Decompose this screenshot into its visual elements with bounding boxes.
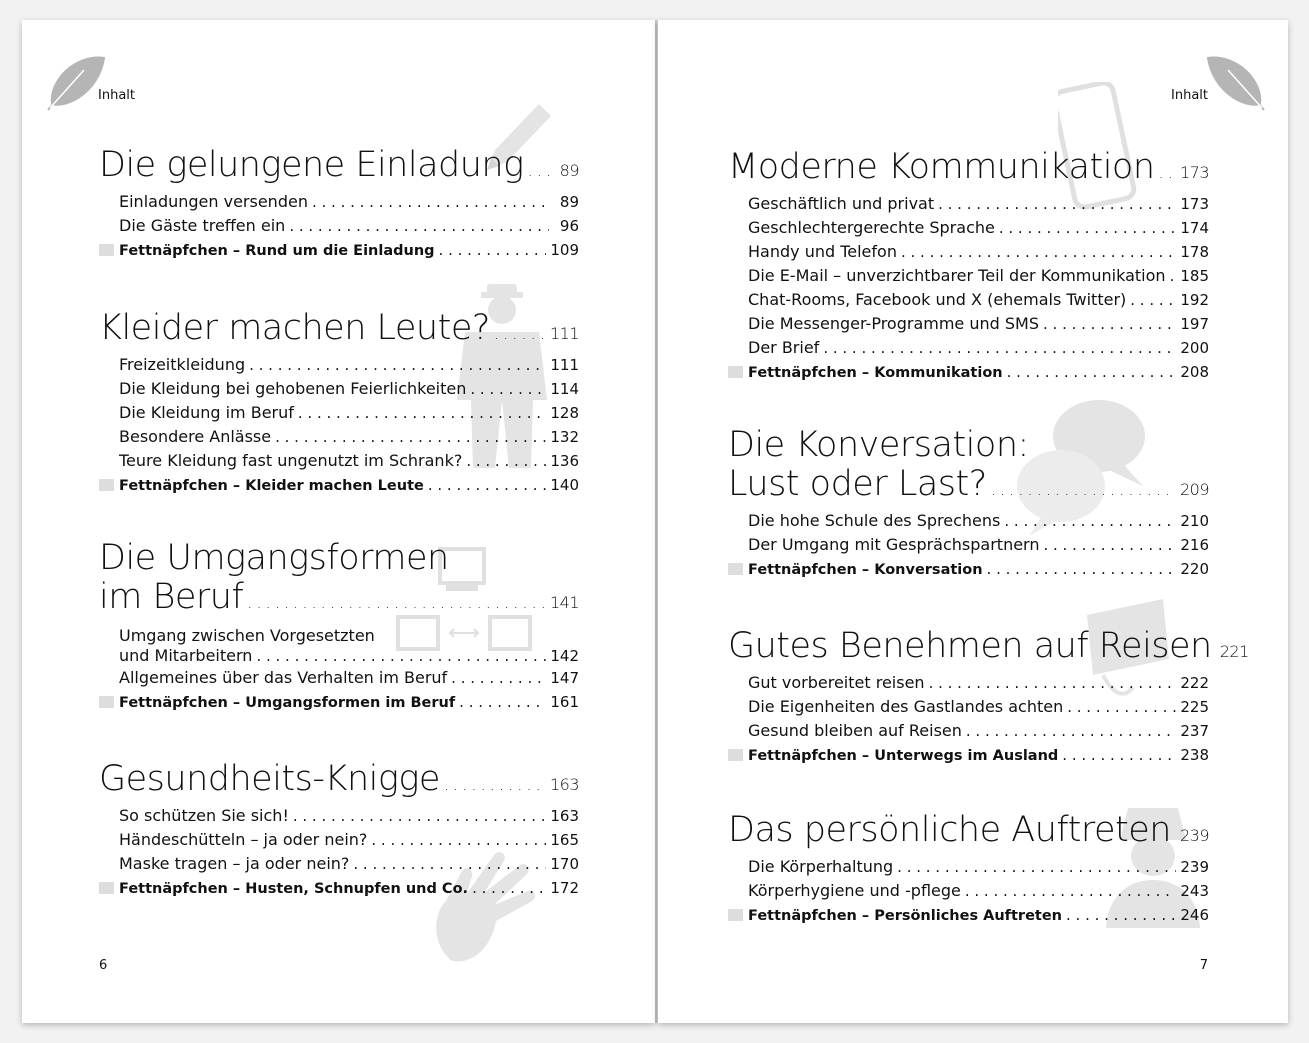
leader-dots bbox=[965, 880, 1177, 903]
entry-page: 114 bbox=[550, 380, 579, 398]
toc-entry[interactable] bbox=[99, 401, 579, 425]
page-number: 6 bbox=[99, 958, 108, 973]
entry-page: 197 bbox=[1180, 315, 1209, 333]
entry-title: So schützen Sie sich! bbox=[119, 806, 289, 825]
entry-page: 96 bbox=[559, 217, 579, 235]
trap-title: Fettnäpfchen – Kleider machen Leute bbox=[119, 478, 424, 494]
trap-page: 220 bbox=[1180, 560, 1209, 578]
trap-page: 208 bbox=[1180, 363, 1209, 381]
entry-title: Gesund bleiben auf Reisen bbox=[748, 721, 962, 740]
entry-page: 174 bbox=[1180, 219, 1209, 237]
leader-dots bbox=[1175, 816, 1176, 855]
entry-title: Freizeitkleidung bbox=[119, 355, 246, 374]
entry-title-line2: und Mitarbeitern bbox=[119, 646, 253, 665]
entry-title: Maske tragen – ja oder nein? bbox=[119, 854, 350, 873]
trap-page: 246 bbox=[1180, 906, 1209, 924]
toc-section bbox=[99, 146, 579, 263]
leader-dots bbox=[289, 215, 549, 238]
chapter-entry[interactable] bbox=[99, 309, 579, 353]
leader-dots bbox=[999, 217, 1177, 240]
leader-dots bbox=[1170, 265, 1177, 288]
entry-title: Die Eigenheiten des Gastlandes achten bbox=[748, 697, 1064, 716]
entry-page: 200 bbox=[1180, 339, 1209, 357]
leader-dots bbox=[1130, 289, 1176, 312]
toc-section bbox=[728, 626, 1249, 768]
toc-section bbox=[99, 539, 579, 715]
toc-entry[interactable] bbox=[99, 425, 579, 449]
entry-page: 216 bbox=[1180, 536, 1209, 554]
entry-title: Die Körperhaltung bbox=[748, 857, 894, 876]
trap-page: 109 bbox=[550, 241, 579, 259]
toc-entry[interactable] bbox=[99, 646, 579, 666]
entry-page: 163 bbox=[550, 807, 579, 825]
chapter-entry[interactable] bbox=[728, 811, 1209, 855]
leader-dots bbox=[823, 337, 1176, 360]
entry-title: Gut vorbereitet reisen bbox=[748, 673, 925, 692]
toc-entry[interactable] bbox=[728, 312, 1209, 336]
leader-dots bbox=[439, 238, 547, 262]
entry-page: 173 bbox=[1180, 195, 1209, 213]
entry-page: 147 bbox=[550, 669, 579, 687]
toc-entry[interactable] bbox=[99, 828, 579, 852]
leader-dots bbox=[1004, 510, 1176, 533]
toc-entry[interactable] bbox=[99, 449, 579, 473]
entry-title: Die Messenger-Programme und SMS bbox=[748, 314, 1039, 333]
leader-dots bbox=[249, 354, 546, 377]
entry-page: 178 bbox=[1180, 243, 1209, 261]
fettnaepfchen-entry[interactable] bbox=[99, 238, 579, 263]
toc-section bbox=[728, 811, 1209, 928]
leader-dots bbox=[1159, 153, 1176, 192]
chapter-entry[interactable] bbox=[728, 148, 1209, 192]
toc-entry-line1[interactable]: Umgang zwischen Vorgesetzten bbox=[119, 626, 375, 645]
chapter-entry[interactable] bbox=[99, 578, 579, 622]
entry-page: 170 bbox=[550, 855, 579, 873]
trap-title: Fettnäpfchen – Kommunikation bbox=[748, 365, 1003, 381]
toc-entry[interactable] bbox=[728, 719, 1209, 743]
fettnaepfchen-entry[interactable] bbox=[728, 557, 1209, 582]
trap-page: 161 bbox=[550, 693, 579, 711]
entry-title: Geschäftlich und privat bbox=[748, 194, 935, 213]
entry-page: 111 bbox=[550, 356, 579, 374]
entry-title: Die hohe Schule des Sprechens bbox=[748, 511, 1001, 530]
entry-page: 210 bbox=[1180, 512, 1209, 530]
chapter-page: 173 bbox=[1179, 163, 1209, 182]
entry-title: Die Kleidung bei gehobenen Feierlichkeiten bbox=[119, 379, 467, 398]
entry-page: 165 bbox=[550, 831, 579, 849]
entry-title: Körperhygiene und -pflege bbox=[748, 881, 961, 900]
entry-title: Händeschütteln – ja oder nein? bbox=[119, 830, 368, 849]
chapter-title: Gutes Benehmen auf Reisen bbox=[728, 626, 1212, 666]
leader-dots bbox=[1066, 903, 1176, 927]
chapter-title: Das persönliche Auftreten bbox=[728, 810, 1171, 850]
chapter-title-line1[interactable]: Die Umgangsformen bbox=[99, 538, 449, 578]
toc-entry[interactable] bbox=[99, 214, 579, 238]
page-header: Inhalt bbox=[98, 88, 135, 103]
chapter-entry[interactable] bbox=[728, 626, 1249, 671]
entry-page: 222 bbox=[1180, 674, 1209, 692]
entry-title: Der Umgang mit Gesprächspartnern bbox=[748, 535, 1040, 554]
page-header: Inhalt bbox=[1171, 88, 1208, 103]
leader-dots bbox=[247, 583, 546, 622]
entry-title: Handy und Telefon bbox=[748, 242, 897, 261]
entry-title: Allgemeines über das Verhalten im Beruf bbox=[119, 668, 448, 687]
feather-icon bbox=[44, 54, 106, 112]
fettnaepfchen-entry[interactable] bbox=[99, 876, 579, 901]
entry-page: 89 bbox=[559, 193, 579, 211]
chapter-title-line1[interactable]: Die Konversation: bbox=[728, 425, 1029, 465]
page-number: 7 bbox=[1199, 958, 1208, 973]
toc-entry[interactable] bbox=[728, 695, 1209, 719]
toc-entry[interactable] bbox=[99, 852, 579, 876]
entry-page: 142 bbox=[550, 647, 579, 665]
entry-page: 128 bbox=[550, 404, 579, 422]
entry-title: Geschlechtergerechte Sprache bbox=[748, 218, 995, 237]
leader-dots bbox=[929, 672, 1177, 695]
feather-icon bbox=[1206, 54, 1268, 112]
chapter-page: 209 bbox=[1179, 480, 1209, 499]
toc-entry[interactable] bbox=[728, 879, 1209, 903]
entry-page: 239 bbox=[1180, 858, 1209, 876]
leader-dots bbox=[371, 829, 546, 852]
leader-dots bbox=[312, 191, 549, 214]
toc-entry[interactable] bbox=[728, 855, 1209, 879]
toc-section bbox=[99, 309, 579, 498]
leader-dots bbox=[298, 402, 546, 425]
leader-dots bbox=[466, 450, 546, 473]
fettnaepfchen-entry[interactable] bbox=[728, 743, 1209, 768]
leader-dots bbox=[1062, 743, 1176, 767]
trap-title: Fettnäpfchen – Husten, Schnupfen und Co. bbox=[119, 881, 469, 897]
toc-entry[interactable] bbox=[99, 190, 579, 214]
toc-entry[interactable] bbox=[728, 509, 1209, 533]
leader-dots bbox=[1067, 696, 1176, 719]
leader-dots bbox=[494, 314, 546, 353]
chapter-page: 239 bbox=[1179, 826, 1209, 845]
leader-dots bbox=[987, 557, 1177, 581]
entry-page: 136 bbox=[550, 452, 579, 470]
fettnaepfchen-entry[interactable] bbox=[99, 690, 579, 715]
entry-page: 192 bbox=[1180, 291, 1209, 309]
chapter-entry[interactable] bbox=[99, 760, 579, 804]
entry-title: Chat-Rooms, Facebook und X (ehemals Twitter) bbox=[748, 290, 1127, 309]
entry-title: Die E-Mail – unverzichtbarer Teil der Kommunikation bbox=[748, 266, 1166, 285]
leader-dots bbox=[472, 876, 546, 900]
trap-title: Fettnäpfchen – Persönliches Auftreten bbox=[748, 908, 1062, 924]
entry-title: Einladungen versenden bbox=[119, 192, 308, 211]
chapter-page: 111 bbox=[549, 324, 579, 343]
toc-entry[interactable] bbox=[99, 666, 579, 690]
leader-dots bbox=[991, 470, 1176, 509]
leader-dots bbox=[275, 426, 546, 449]
leader-dots bbox=[293, 805, 547, 828]
toc-entry[interactable] bbox=[99, 377, 579, 401]
toc-entry[interactable] bbox=[728, 240, 1209, 264]
toc-entry[interactable] bbox=[728, 192, 1209, 216]
fettnaepfchen-entry[interactable] bbox=[728, 903, 1209, 928]
leader-dots bbox=[528, 151, 549, 190]
chapter-page: 163 bbox=[549, 775, 579, 794]
chapter-title: Die gelungene Einladung bbox=[99, 145, 524, 185]
toc-entry[interactable] bbox=[728, 533, 1209, 557]
chapter-entry[interactable] bbox=[728, 465, 1209, 509]
chapter-page: 141 bbox=[549, 593, 579, 612]
entry-title: Der Brief bbox=[748, 338, 820, 357]
toc-section bbox=[728, 426, 1209, 582]
entry-title: Die Gäste treffen ein bbox=[119, 216, 286, 235]
leader-dots bbox=[428, 473, 547, 497]
leader-dots bbox=[444, 765, 546, 804]
entry-title: Besondere Anlässe bbox=[119, 427, 272, 446]
toc-entry[interactable] bbox=[728, 216, 1209, 240]
toc-entry[interactable] bbox=[728, 671, 1209, 695]
chapter-page: 221 bbox=[1219, 642, 1249, 661]
toc-entry[interactable] bbox=[728, 288, 1209, 312]
trap-page: 172 bbox=[550, 879, 579, 897]
entry-title: Teure Kleidung fast ungenutzt im Schrank? bbox=[119, 451, 463, 470]
leader-dots bbox=[966, 720, 1176, 743]
fettnaepfchen-entry[interactable] bbox=[99, 473, 579, 498]
entry-title: Die Kleidung im Beruf bbox=[119, 403, 294, 422]
chapter-title: Gesundheits-Knigge bbox=[99, 759, 440, 799]
toc-section bbox=[728, 148, 1209, 385]
chapter-page: 89 bbox=[559, 161, 579, 180]
fettnaepfchen-entry[interactable] bbox=[728, 360, 1209, 385]
toc-entry[interactable] bbox=[99, 353, 579, 377]
leader-dots bbox=[897, 856, 1176, 879]
entry-page: 243 bbox=[1180, 882, 1209, 900]
trap-title: Fettnäpfchen – Konversation bbox=[748, 562, 983, 578]
entry-page: 185 bbox=[1180, 267, 1209, 285]
chapter-entry[interactable] bbox=[99, 146, 579, 190]
entry-page: 237 bbox=[1180, 722, 1209, 740]
chapter-title-line2: Lust oder Last? bbox=[728, 464, 987, 504]
left-page bbox=[22, 20, 655, 1023]
toc-entry[interactable] bbox=[728, 336, 1209, 360]
trap-title: Fettnäpfchen – Umgangsformen im Beruf bbox=[119, 695, 456, 711]
trap-page: 238 bbox=[1180, 746, 1209, 764]
chapter-title: Kleider machen Leute? bbox=[99, 308, 490, 348]
leader-dots bbox=[1043, 313, 1176, 336]
trap-title: Fettnäpfchen – Rund um die Einladung bbox=[119, 243, 435, 259]
leader-dots bbox=[459, 690, 546, 714]
toc-entry[interactable] bbox=[99, 804, 579, 828]
trap-title: Fettnäpfchen – Unterwegs im Ausland bbox=[748, 748, 1059, 764]
entry-page: 132 bbox=[550, 428, 579, 446]
trap-page: 140 bbox=[550, 476, 579, 494]
chapter-title: Moderne Kommunikation bbox=[728, 147, 1155, 187]
right-page bbox=[658, 20, 1288, 1023]
leader-dots bbox=[1007, 360, 1177, 384]
chapter-title-line2: im Beruf bbox=[99, 577, 244, 617]
toc-entry[interactable] bbox=[728, 264, 1209, 288]
leader-dots bbox=[256, 646, 546, 666]
leader-dots bbox=[1043, 534, 1176, 557]
leader-dots bbox=[470, 378, 546, 401]
leader-dots bbox=[901, 241, 1176, 264]
entry-page: 225 bbox=[1180, 698, 1209, 716]
toc-section bbox=[99, 760, 579, 901]
leader-dots bbox=[353, 853, 546, 876]
leader-dots bbox=[451, 667, 546, 690]
leader-dots bbox=[938, 193, 1176, 216]
